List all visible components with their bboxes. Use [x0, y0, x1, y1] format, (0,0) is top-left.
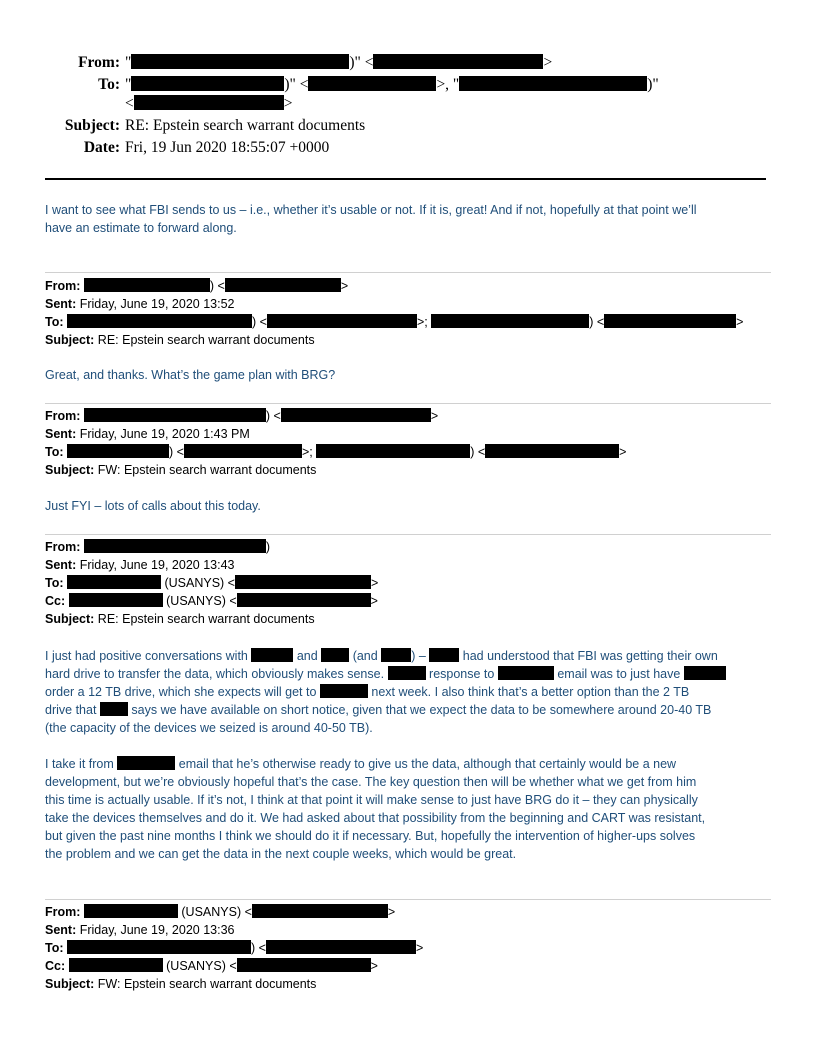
- redaction: [117, 756, 175, 770]
- redaction: [316, 444, 470, 458]
- email-header-2: From: ) < > Sent: Friday, June 19, 2020 1:43 PM To: ) < >; ) < > Subject: FW: Epstein search warrant documents: [45, 409, 627, 477]
- redaction: [320, 684, 368, 698]
- header-to-label: To:: [98, 76, 120, 93]
- header-divider: [45, 178, 766, 180]
- redaction: [498, 666, 554, 680]
- redaction: [388, 666, 426, 680]
- redaction: [67, 575, 161, 589]
- subject-value: RE: Epstein search warrant documents: [97, 333, 315, 347]
- email-separator: [45, 899, 771, 900]
- redaction: [100, 702, 128, 716]
- redaction: [251, 648, 293, 662]
- header-subject-label: Subject:: [64, 117, 120, 134]
- redaction: [184, 444, 302, 458]
- email-header-1: From: ) < > Sent: Friday, June 19, 2020 13:52 To: ) < >; ) < > Subject: RE: Epstein search warrant documents: [45, 279, 744, 347]
- redaction: [485, 444, 619, 458]
- subject-value: FW: Epstein search warrant documents: [97, 977, 317, 991]
- redaction: [381, 648, 411, 662]
- email-separator: [45, 403, 771, 404]
- redaction: [84, 408, 266, 422]
- redaction: [84, 278, 210, 292]
- redaction: [235, 575, 371, 589]
- redaction: [134, 95, 284, 110]
- subject-value: FW: Epstein search warrant documents: [97, 463, 317, 477]
- header-date-label: Date:: [83, 139, 120, 156]
- redaction: [84, 904, 178, 918]
- header-subject-value: RE: Epstein search warrant documents: [125, 117, 366, 134]
- email-body-2: Just FYI – lots of calls about this today.: [45, 499, 261, 513]
- redaction: [225, 278, 341, 292]
- redaction: [237, 593, 371, 607]
- redaction: [267, 314, 417, 328]
- email-separator: [45, 272, 771, 273]
- sent-value: Friday, June 19, 2020 13:36: [79, 923, 235, 937]
- subject-value: RE: Epstein search warrant documents: [97, 612, 315, 626]
- sent-value: Friday, June 19, 2020 13:43: [79, 558, 235, 572]
- redaction: [604, 314, 736, 328]
- redaction: [321, 648, 349, 662]
- sent-value: Friday, June 19, 2020 1:43 PM: [79, 427, 250, 441]
- redaction: [131, 76, 284, 91]
- redaction: [237, 958, 371, 972]
- redaction: [281, 408, 431, 422]
- redaction: [252, 904, 388, 918]
- redaction: [69, 958, 163, 972]
- header-from-label: From:: [78, 54, 120, 71]
- redaction: [69, 593, 163, 607]
- header-date-value: Fri, 19 Jun 2020 18:55:07 +0000: [125, 139, 330, 156]
- email-body-1: Great, and thanks. What’s the game plan with BRG?: [45, 368, 336, 382]
- redaction: [131, 54, 349, 69]
- email-separator: [45, 534, 771, 535]
- redaction: [459, 76, 647, 91]
- redaction: [266, 940, 416, 954]
- redaction: [431, 314, 589, 328]
- redaction: [67, 314, 252, 328]
- intro-message: I want to see what FBI sends to us – i.e., whether it’s usable or not. If it is, great! And if not, hopefully at that point we’ll have an estimate to forward along.: [45, 203, 697, 235]
- redaction: [429, 648, 459, 662]
- redaction: [84, 539, 266, 553]
- email-header-3: From: ) Sent: Friday, June 19, 2020 13:43 To: (USANYS) < > Cc: (USANYS) < > Subject: RE: Epstein search warrant documents: [45, 540, 379, 626]
- email-body-3: I just had positive conversations with and (and ) – had understood that FBI was getting their own hard drive to transfer the data, which obviously makes sense. response to email was to just have order a 12 TB drive, which she expects will get to next week. I also think that’s a better option than the 2 TB drive that says we have available on short notice, given that we expect the data to be somewhere around 20-40 TB (the capacity of the devices we seized is around 40-50 TB). I take it from email that he’s otherwise ready to give us the data, although that certainly would be a new development, but we’re obviously hopeful that’s the case. The key question then will be whether what we get from him this time is actually usable. If it’s not, I think at that point it will make sense to just have BRG do it – they can physically take the devices themselves and do it. We had asked about that possibility from the beginning and CART was resistant, but given the past nine months I think we should do it if necessary. But, hopefully the intervention of higher-ups solves the problem and we can get the data in the next couple weeks, which would be great.: [45, 647, 771, 863]
- redaction: [67, 940, 251, 954]
- redaction: [67, 444, 169, 458]
- sent-value: Friday, June 19, 2020 13:52: [79, 297, 235, 311]
- redaction: [373, 54, 543, 69]
- redaction: [308, 76, 436, 91]
- redaction: [684, 666, 726, 680]
- email-header-4: From: (USANYS) < > Sent: Friday, June 19, 2020 13:36 To: ) < > Cc: (USANYS) < > Subject: FW: Epstein search warrant documents: [45, 905, 424, 991]
